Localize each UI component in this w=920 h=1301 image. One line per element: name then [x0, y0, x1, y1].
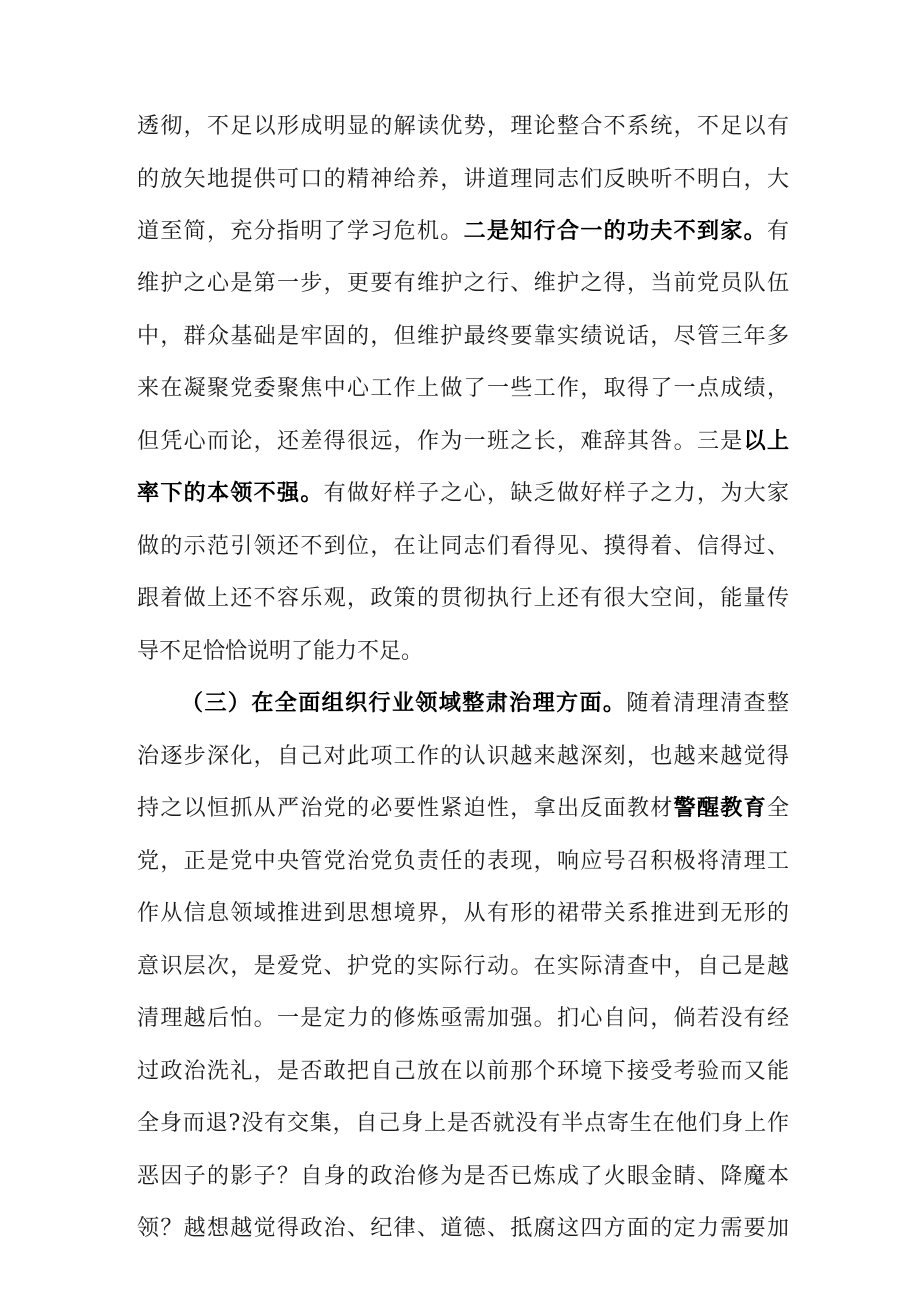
paragraph-2-line-4: [137, 842, 789, 882]
text-run: 导不足恰恰说明了能力不足。: [137, 639, 424, 664]
paragraph-1-line-3: [137, 212, 789, 252]
paragraph-2-line-1: [181, 684, 789, 724]
paragraph-2-line-2: [137, 737, 789, 777]
text-run: 治逐步深化，自己对此项工作的认识越来越深刻，也越来越觉得: [137, 744, 789, 769]
bold-heading-run: 率下的本领不强。: [137, 481, 324, 506]
text-run: 意识层次，是爱党、护党的实际行动。在实际清查中，自己是越: [137, 954, 789, 979]
text-run: 领？越想越觉得政治、纪律、道德、抵腐这四方面的定力需要加: [137, 1216, 789, 1241]
paragraph-2-line-8: [137, 1052, 789, 1092]
paragraph-1-line-6: [137, 369, 789, 409]
text-run: 有做好样子之心，缺乏做好样子之力，为大家: [323, 481, 789, 506]
paragraph-1-line-5: [137, 317, 789, 357]
text-run: 但凭心而论，还差得很远，作为一班之长，难辞其咎。三是: [137, 429, 744, 454]
paragraph-1-line-4: [137, 264, 789, 304]
paragraph-1-line-1: [137, 107, 789, 147]
paragraph-2-line-7: [137, 999, 789, 1039]
text-run: 恶因子的影子？自身的政治修为是否已炼成了火眼金睛、降魔本: [137, 1164, 789, 1189]
section-heading-run: （三）在全面组织行业领域整肃治理方面。: [181, 691, 627, 716]
paragraph-2-line-6: [137, 947, 789, 987]
paragraph-2-line-3: [137, 789, 789, 829]
paragraph-2-line-11: [137, 1209, 789, 1249]
text-run: 中，群众基础是牢固的，但维护最终要靠实绩说话，尽管三年多: [137, 324, 789, 349]
text-run: 做的示范引领还不到位，在让同志们看得见、摸得着、信得过、: [137, 534, 789, 559]
text-run: 党，正是党中央管党治党负责任的表现，响应号召积极将清理工: [137, 849, 789, 874]
bold-heading-run: 二是知行合一的功夫不到家。: [463, 219, 767, 244]
text-run: 的放矢地提供可口的精神给养，讲道理同志们反映听不明白，大: [137, 167, 789, 192]
text-run: 有: [766, 219, 789, 244]
text-run: 维护之心是第一步，更要有维护之行、维护之得，当前党员队伍: [137, 271, 789, 296]
paragraph-1-line-2: [137, 160, 789, 200]
text-run: 随着清理清查整: [626, 691, 789, 716]
text-run: 全身而退?没有交集，自己身上是否就没有半点寄生在他们身上作: [137, 1111, 789, 1136]
text-run: 跟着做上还不容乐观，政策的贯彻执行上还有很大空间，能量传: [137, 586, 789, 611]
paragraph-2-line-9: [137, 1104, 789, 1144]
text-run: 持之以恒抓从严治党的必要性紧迫性，拿出反面教材: [137, 796, 674, 821]
paragraph-1-line-8: [137, 474, 789, 514]
paragraph-1-line-7: [137, 422, 789, 462]
text-run: 全: [766, 796, 789, 821]
paragraph-2-line-10: [137, 1157, 789, 1197]
paragraph-1-line-9: [137, 527, 789, 567]
text-run: 透彻，不足以形成明显的解读优势，理论整合不系统，不足以有: [137, 114, 789, 139]
paragraph-2-line-5: [137, 894, 789, 934]
text-run: 清理越后怕。一是定力的修炼亟需加强。扪心自问，倘若没有经: [137, 1006, 789, 1031]
text-run: 来在凝聚党委聚焦中心工作上做了一些工作，取得了一点成绩，: [137, 376, 789, 401]
bold-emphasis-run: 警醒教育: [673, 796, 767, 821]
text-run: 作从信息领域推进到思想境界，从有形的裙带关系推进到无形的: [137, 901, 789, 926]
paragraph-1-line-10: [137, 579, 789, 619]
text-run: 过政治洗礼，是否敢把自己放在以前那个环境下接受考验而又能: [137, 1059, 789, 1084]
text-run: 道至简，充分指明了学习危机。: [137, 219, 464, 244]
paragraph-1-line-11: [137, 632, 789, 672]
bold-heading-run: 以上: [743, 429, 789, 454]
